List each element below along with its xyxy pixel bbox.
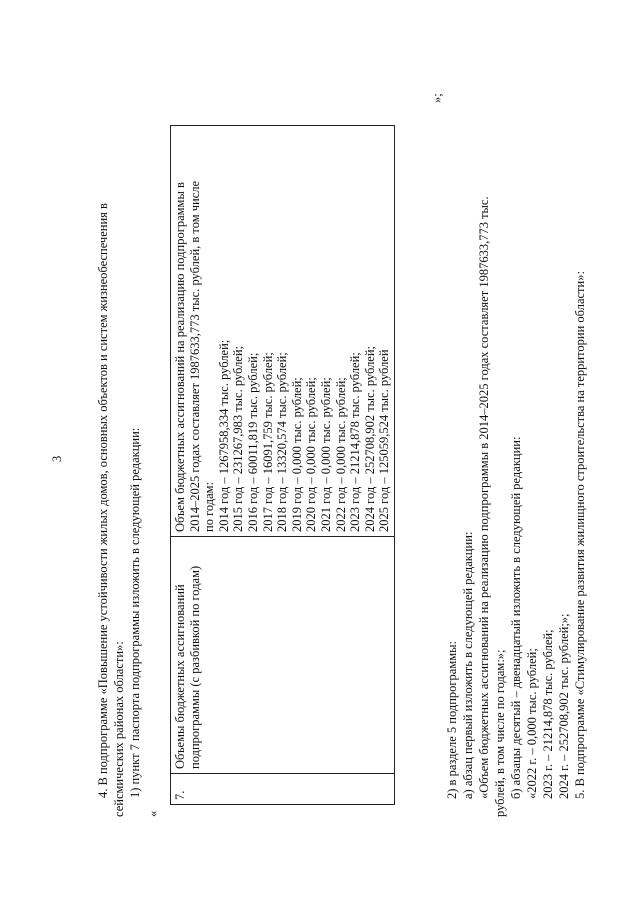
value-line: 2014 год – 1267958,334 тыс. рублей; [216,339,231,532]
paragraph-4-line-1: 4. В подпрограмме «Повышение устойчивости жилых домов, основных объектов и систем жизнеобеспечения в [96,203,110,798]
value-line: 2014–2025 годах составляет 1987633,773 тыс. рублей, в том числе [187,180,202,532]
value-line: по годам: [202,481,217,532]
opening-quote: « [146,810,160,817]
value-line: 2025 год – 125059,524 тыс. рублей [377,349,392,532]
value-line: Объем бюджетных ассигнований на реализацию подпрограммы в [173,182,187,532]
value-line: 2022 год – 0,000 тыс. рублей; [333,377,348,532]
section-5-line: 2) в разделе 5 подпрограммы: [445,640,459,799]
value-line: 2024 год – 252708,902 тыс. рублей; [362,345,377,532]
row-value-cell [171,126,395,537]
value-line: 2015 год – 231267,983 тыс. рублей; [231,345,246,532]
value-line: 2019 год – 0,000 тыс. рублей; [289,377,304,532]
value-line: 2020 год – 0,000 тыс. рублей; [304,377,319,532]
section-5-line: 5. В подпрограмме «Стимулирование развития жилищного строительства на территории области»: [573,271,587,799]
section-5-line: 2024 г. – 252708,902 тыс. рублей;»; [557,613,571,799]
section-5-line: а) абзац первый изложить в следующей редакции: [461,531,475,799]
closing-quote: »; [430,93,444,103]
value-line: 2017 год – 16091,759 тыс. рублей; [260,352,275,532]
section-5-line: 2023 г. – 21214,878 тыс. рублей; [541,629,555,799]
row-label-cell [171,537,395,774]
section-5-line: рублей, в том числе по годам:»; [493,649,507,817]
label-line: подпрограммы (с разбивкой по годам) [187,565,202,769]
section-5-line: «Объем бюджетных ассигнований на реализацию подпрограммы в 2014–2025 годах составляет 1987633,773 тыс. [477,196,491,799]
label-line: Объемы бюджетных ассигнований [173,584,187,769]
value-line: 2016 год – 60011,819 тыс. рублей; [245,352,260,532]
value-line: 2018 год – 13320,574 тыс. рублей; [275,352,290,532]
page-number: 3 [50,455,64,462]
paragraph-4-line-3: 1) пункт 7 паспорта подпрограммы изложить в следующей редакции: [128,427,142,798]
table-row [171,126,395,805]
row-number-cell: 7. [171,774,395,805]
value-line: 2023 год – 21214,878 тыс. рублей; [348,352,363,532]
section-5-line: «2022 г. – 0,000 тыс. рублей; [525,648,539,799]
section-5-line: б) абзацы десятый – двенадцатый изложить в следующей редакции: [509,436,523,799]
value-line: 2021 год – 0,000 тыс. рублей; [318,377,333,532]
passport-table [170,125,395,805]
paragraph-4-line-2: сейсмических районах области»: [112,641,126,817]
